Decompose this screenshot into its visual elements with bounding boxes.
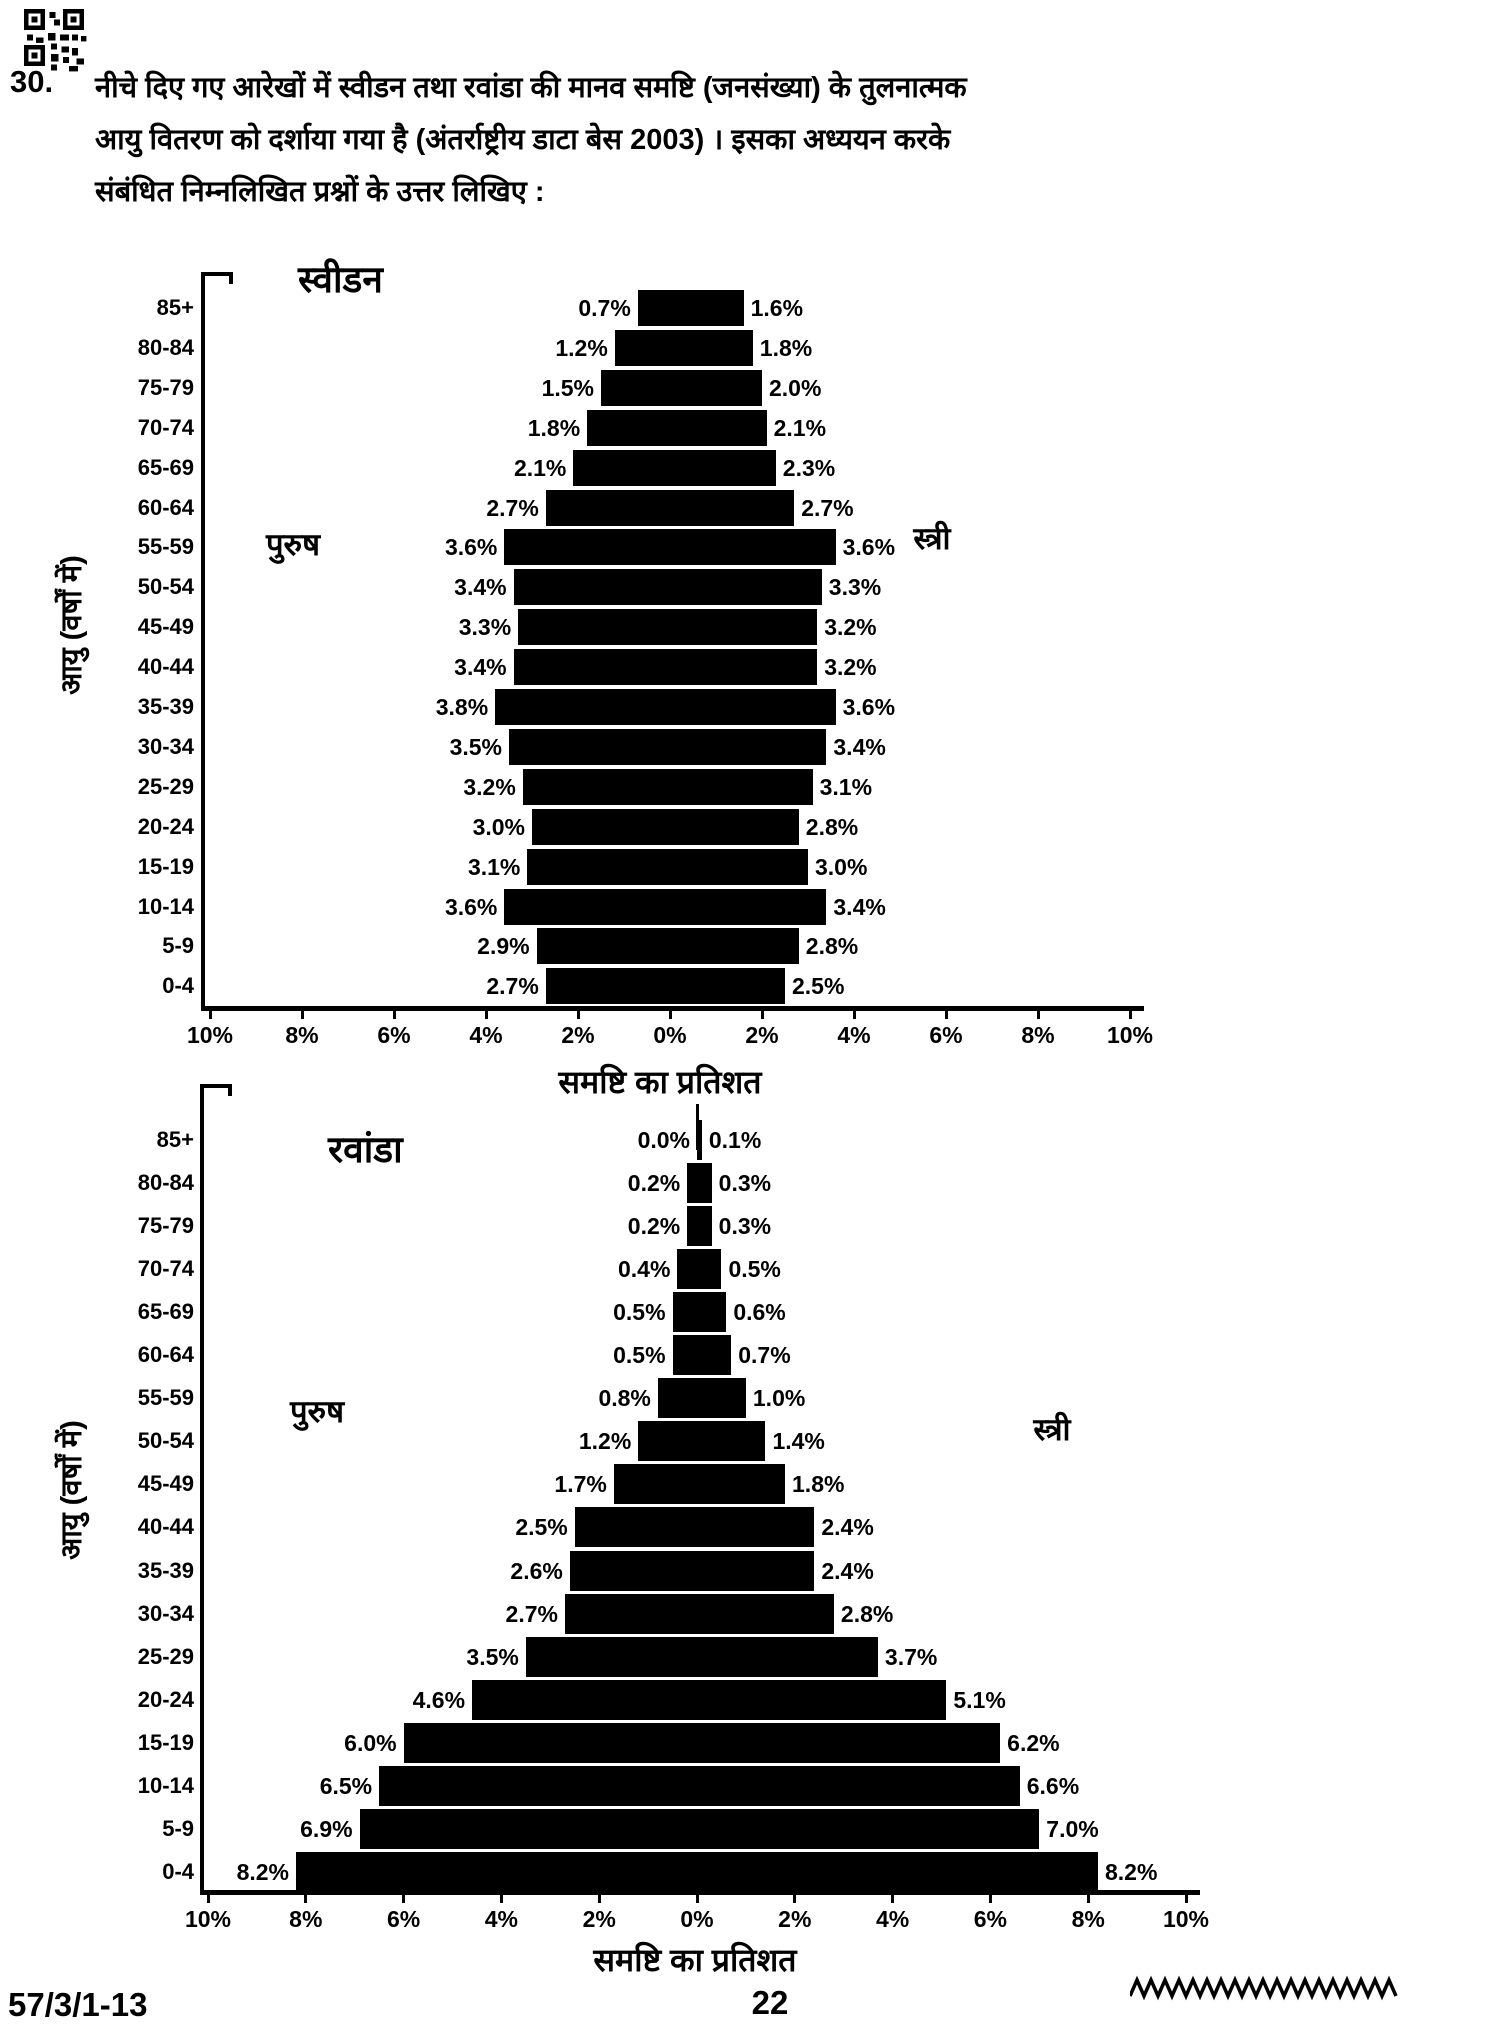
female-bar (697, 1421, 765, 1461)
x-axis-tick-label: 6% (386, 1906, 421, 1932)
male-bar (296, 1852, 697, 1892)
male-value-label: 2.5% (515, 1514, 568, 1541)
age-label: 40-44 (137, 1514, 194, 1540)
female-bar (697, 1766, 1020, 1806)
male-value-label: 2.1% (513, 454, 567, 481)
male-value-label: 0.7% (578, 295, 631, 321)
female-value-label: 8.2% (1104, 1858, 1158, 1885)
age-label: 15-19 (137, 1729, 194, 1755)
female-bar (697, 1680, 946, 1720)
age-label: 25-29 (137, 773, 194, 799)
male-bar (638, 1421, 697, 1461)
female-value-label: 2.3% (782, 454, 836, 481)
female-value-label: 1.4% (772, 1428, 825, 1455)
x-axis-tick-label: 8% (285, 1022, 319, 1048)
male-value-label: 3.0% (472, 813, 525, 840)
age-label: 5-9 (162, 1815, 194, 1841)
female-bar (697, 1292, 726, 1332)
female-value-label: 1.8% (759, 334, 813, 361)
x-axis-tick-label: 4% (837, 1022, 871, 1048)
x-axis-tick-label: 10% (184, 1906, 232, 1932)
age-label: 15-19 (137, 853, 194, 879)
x-axis-tick-label: 2% (778, 1906, 812, 1932)
female-value-label: 2.8% (805, 813, 859, 840)
age-label: 50-54 (137, 574, 194, 600)
male-value-label: 0.0% (637, 1127, 690, 1153)
female-bar (697, 1809, 1039, 1849)
age-label: 35-39 (137, 1557, 194, 1583)
female-bar (697, 1249, 721, 1289)
female-value-label: 3.0% (815, 853, 868, 880)
age-label: 55-59 (137, 1385, 194, 1411)
male-bar (614, 1464, 697, 1504)
male-bar (472, 1680, 697, 1720)
age-label: 60-64 (137, 1342, 194, 1368)
x-axis-tick-label: 2% (561, 1022, 595, 1048)
x-axis-tick-label: 8% (289, 1906, 323, 1932)
page-number: 22 (751, 1984, 789, 2021)
male-value-label: 3.6% (444, 534, 498, 561)
age-label: 35-39 (137, 694, 194, 719)
age-label: 85+ (156, 1127, 194, 1152)
age-label: 0-4 (162, 1858, 194, 1884)
x-axis-tick-label: 0% (680, 1906, 714, 1932)
female-value-label: 5.1% (953, 1686, 1006, 1713)
x-axis-tick-label: 6% (929, 1022, 963, 1048)
chart-title: रवांडा (328, 1129, 403, 1170)
male-value-label: 2.9% (477, 933, 530, 960)
x-axis-tick-label: 8% (1071, 1906, 1105, 1932)
female-value-label: 2.8% (840, 1600, 894, 1627)
x-axis-tick-label: 2% (582, 1906, 616, 1932)
age-label: 55-59 (137, 534, 194, 560)
x-axis-tick-label: 2% (745, 1022, 779, 1048)
y-axis-title: आयु (वर्षों में) (56, 1420, 88, 1560)
female-bar (697, 1551, 814, 1591)
male-value-label: 1.2% (555, 334, 608, 361)
x-axis-tick (1087, 1890, 1090, 1903)
female-bar (697, 1852, 1098, 1892)
x-axis-tick (1185, 1890, 1188, 1903)
female-value-label: 2.4% (821, 1514, 874, 1541)
age-label: 40-44 (137, 654, 194, 680)
female-group-label: स्त्री (1033, 1412, 1071, 1447)
male-bar (570, 1551, 697, 1591)
female-value-label: 2.5% (792, 973, 845, 1000)
female-bar (697, 1120, 702, 1160)
x-axis-tick (891, 1890, 894, 1903)
male-bar (526, 1637, 697, 1677)
paper-code: 57/3/1-13 (8, 1986, 148, 2023)
age-label: 80-84 (137, 334, 194, 360)
age-label: 45-49 (137, 614, 194, 640)
male-value-label: 1.7% (554, 1471, 607, 1498)
male-value-label: 4.6% (412, 1686, 466, 1713)
female-bar (697, 1335, 731, 1375)
male-value-label: 6.5% (319, 1772, 373, 1799)
female-value-label: 2.1% (773, 414, 827, 441)
female-group-label: स्त्री (913, 521, 951, 556)
female-value-label: 6.6% (1026, 1772, 1080, 1799)
question-number: 30. (10, 64, 54, 99)
female-bar (697, 1206, 712, 1246)
y-axis-top-hook-tick (228, 1084, 232, 1096)
male-value-label: 3.4% (454, 654, 507, 681)
female-value-label: 1.6% (750, 295, 804, 321)
female-value-label: 7.0% (1046, 1815, 1099, 1842)
male-value-label: 2.7% (505, 1600, 558, 1627)
male-bar (565, 1594, 697, 1634)
age-label: 20-24 (137, 813, 194, 839)
male-value-label: 6.0% (344, 1729, 397, 1756)
age-label: 0-4 (162, 973, 194, 999)
y-axis-title: आयु (वर्षों में) (56, 555, 88, 695)
male-value-label: 3.5% (449, 733, 502, 760)
x-axis-tick-label: 4% (469, 1022, 503, 1048)
female-value-label: 3.4% (833, 893, 886, 920)
female-value-label: 6.2% (1007, 1729, 1060, 1756)
age-label: 25-29 (137, 1643, 194, 1669)
question-line-1: नीचे दिए गए आरेखों में स्वीडन तथा रवांडा की मानव समष्टि (जनसंख्या) के तुलनात्मक (95, 72, 967, 104)
age-label: 20-24 (137, 1686, 194, 1712)
female-bar (697, 1464, 785, 1504)
female-value-label: 2.7% (801, 494, 854, 521)
male-group-label: पुरुष (265, 527, 321, 562)
female-value-label: 3.1% (819, 773, 873, 800)
x-axis-title: समष्टि का प्रतिशत (558, 1064, 762, 1100)
male-value-label: 3.4% (454, 574, 507, 601)
age-label: 75-79 (137, 374, 194, 400)
x-axis-tick-label: 6% (377, 1022, 411, 1048)
male-value-label: 3.6% (444, 893, 498, 920)
x-axis-tick (989, 1890, 992, 1903)
male-value-label: 3.1% (467, 853, 521, 880)
male-bar (658, 1378, 697, 1418)
x-axis-tick-label: 10% (1162, 1906, 1210, 1932)
male-value-label: 2.6% (510, 1557, 563, 1584)
male-bar (404, 1723, 697, 1763)
x-axis-tick (598, 1890, 601, 1903)
female-value-label: 2.0% (769, 374, 822, 401)
male-bar (360, 1809, 697, 1849)
male-value-label: 0.5% (613, 1342, 666, 1369)
chart-title: स्वीडन (298, 259, 383, 300)
x-axis-tick (304, 1890, 307, 1903)
x-axis-tick-label: 10% (186, 1022, 234, 1048)
x-axis-tick-label: 10% (1106, 1022, 1154, 1048)
age-label: 50-54 (137, 1428, 194, 1454)
male-value-label: 1.8% (527, 414, 581, 441)
male-bar (673, 1292, 697, 1332)
female-value-label: 0.3% (718, 1213, 772, 1240)
male-value-label: 3.8% (435, 694, 489, 720)
question-line-2: आयु वितरण को दर्शाया गया है (अंतर्राष्ट्रीय डाटा बेस 2003) । इसका अध्ययन करके (95, 124, 951, 156)
female-bar (697, 1378, 746, 1418)
male-value-label: 0.4% (618, 1256, 671, 1283)
x-axis-tick (793, 1890, 796, 1903)
female-value-label: 3.3% (828, 574, 882, 601)
age-label: 65-69 (137, 1299, 194, 1325)
female-bar (697, 1637, 878, 1677)
x-axis-tick-label: 4% (484, 1906, 519, 1932)
male-bar (677, 1249, 697, 1289)
female-value-label: 3.4% (833, 733, 886, 760)
female-bar (697, 1507, 814, 1547)
x-axis-tick-label: 0% (653, 1022, 687, 1048)
age-label: 30-34 (137, 733, 194, 759)
male-value-label: 0.2% (627, 1213, 681, 1240)
female-bar (697, 1594, 834, 1634)
male-value-label: 0.2% (627, 1170, 681, 1197)
age-label: 85+ (156, 295, 194, 320)
male-value-label: 3.5% (466, 1643, 519, 1670)
age-label: 80-84 (137, 1170, 194, 1196)
male-bar (379, 1766, 697, 1806)
male-bar (687, 1163, 697, 1203)
age-label: 30-34 (137, 1600, 194, 1626)
age-label: 75-79 (137, 1213, 194, 1239)
female-value-label: 3.2% (824, 614, 877, 641)
x-axis-tick-label: 6% (973, 1906, 1008, 1932)
female-value-label: 2.4% (821, 1557, 874, 1584)
male-value-label: 2.7% (486, 494, 539, 521)
female-value-label: 1.0% (752, 1385, 806, 1412)
female-value-label: 3.2% (824, 654, 877, 681)
female-bar (697, 1163, 712, 1203)
female-value-label: 2.8% (805, 933, 859, 960)
female-value-label: 3.7% (884, 1643, 938, 1670)
female-value-label: 3.6% (842, 694, 896, 720)
male-value-label: 8.2% (236, 1858, 290, 1885)
age-label: 45-49 (137, 1471, 194, 1497)
female-bar (697, 1723, 1000, 1763)
x-axis-tick (696, 1890, 699, 1903)
male-bar (673, 1335, 697, 1375)
squiggle-line (1130, 1972, 1405, 2004)
age-label: 70-74 (137, 1256, 194, 1282)
female-value-label: 0.5% (728, 1256, 781, 1283)
x-axis-tick (500, 1890, 503, 1903)
x-axis-tick-label: 8% (1021, 1022, 1055, 1048)
male-value-label: 1.5% (541, 374, 594, 401)
female-value-label: 1.8% (792, 1471, 845, 1498)
female-value-label: 0.1% (708, 1127, 762, 1153)
age-label: 10-14 (137, 893, 194, 919)
female-value-label: 3.6% (842, 534, 896, 561)
male-bar (687, 1206, 697, 1246)
male-bar (575, 1507, 697, 1547)
x-axis-tick (207, 1890, 210, 1903)
female-value-label: 0.3% (718, 1170, 772, 1197)
age-label: 10-14 (137, 1772, 194, 1798)
male-value-label: 3.2% (463, 773, 516, 800)
x-axis-title: समष्टि का प्रतिशत (593, 1942, 797, 1978)
x-axis-tick-label: 4% (875, 1906, 910, 1932)
age-label: 65-69 (137, 454, 194, 480)
male-value-label: 6.9% (300, 1815, 353, 1842)
age-label: 60-64 (137, 494, 194, 520)
male-value-label: 0.8% (598, 1385, 651, 1412)
question-line-3: संबंधित निम्नलिखित प्रश्नों के उत्तर लिखिए : (95, 176, 545, 208)
y-axis-line (200, 1084, 204, 1895)
x-axis-tick (402, 1890, 405, 1903)
male-value-label: 3.3% (458, 614, 512, 641)
male-group-label: पुरुष (289, 1394, 345, 1429)
age-label: 70-74 (137, 414, 194, 440)
male-value-label: 1.2% (578, 1428, 632, 1455)
age-label: 5-9 (162, 933, 194, 959)
female-value-label: 0.7% (738, 1342, 791, 1369)
male-value-label: 0.5% (613, 1299, 666, 1326)
female-value-label: 0.6% (733, 1299, 786, 1326)
male-value-label: 2.7% (486, 973, 539, 1000)
